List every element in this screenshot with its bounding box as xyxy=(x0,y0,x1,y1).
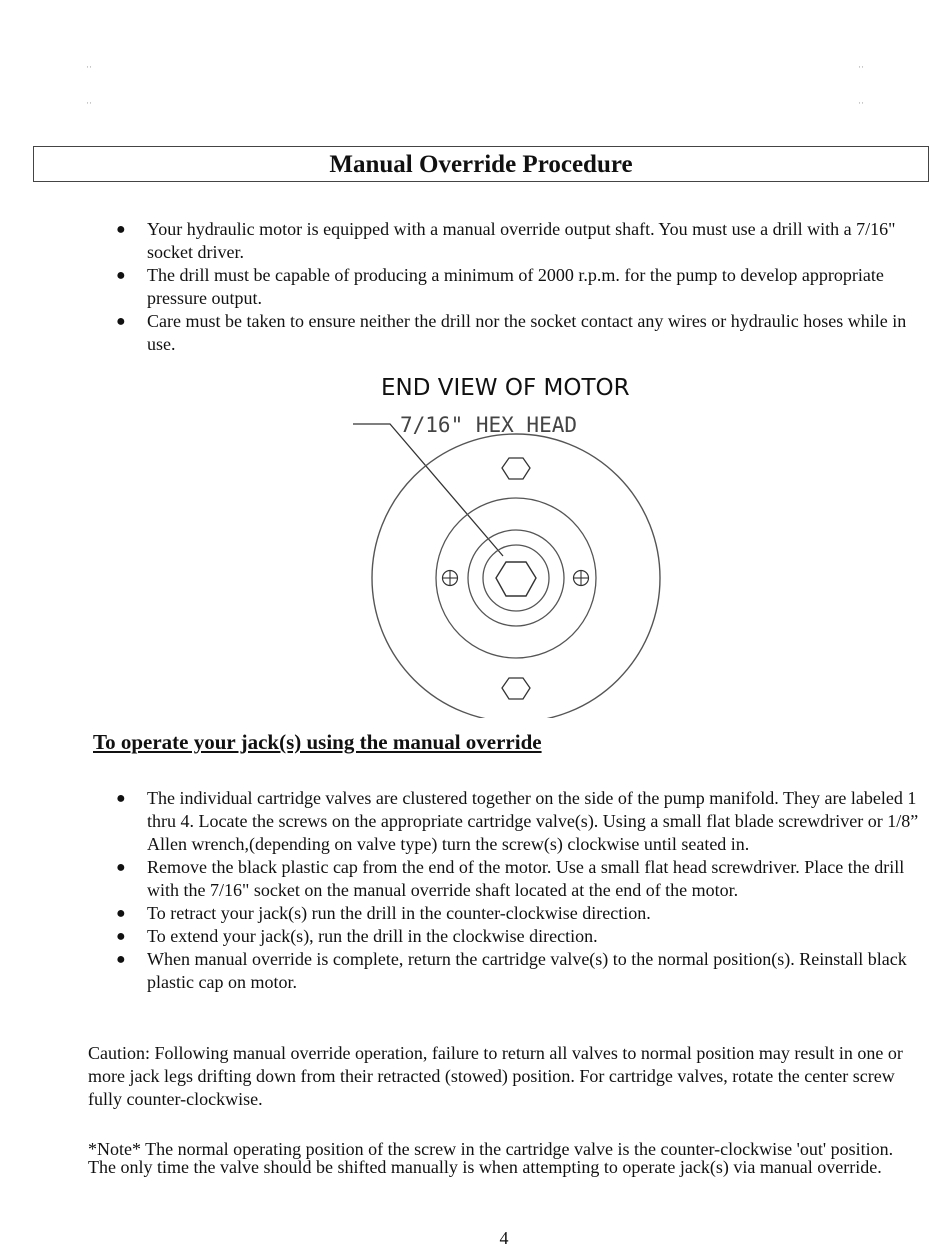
motor-end-view-diagram xyxy=(348,408,664,718)
bullet-text: Care must be taken to ensure neither the drill nor the socket contact any wires or hydraulic hoses while in use. xyxy=(147,311,907,354)
list-item xyxy=(0,218,950,264)
scan-speck: ·· xyxy=(86,62,92,72)
bottom-hex-bolt-icon xyxy=(502,678,530,699)
scan-speck: ·· xyxy=(858,98,864,108)
shaft-ring xyxy=(483,545,549,611)
bullet-icon: ● xyxy=(116,313,126,330)
page-title: Manual Override Procedure xyxy=(33,146,929,182)
list-item xyxy=(0,902,950,925)
motor-mid-ring xyxy=(436,498,596,658)
top-hex-bolt-icon xyxy=(502,458,530,479)
right-screw-icon xyxy=(574,571,589,586)
scan-speck: ·· xyxy=(86,98,92,108)
bullet-icon: ● xyxy=(116,928,126,945)
leader-line xyxy=(353,424,503,556)
bullet-icon: ● xyxy=(116,267,126,284)
bullet-text: When manual override is complete, return the cartridge valve(s) to the normal position(s). Reinstall black plastic cap on motor. xyxy=(147,949,907,992)
motor-outer-ring xyxy=(372,434,660,718)
list-item xyxy=(0,925,950,948)
list-item xyxy=(0,948,950,994)
bullet-icon: ● xyxy=(116,905,126,922)
bullet-icon: ● xyxy=(116,859,126,876)
section-heading: To operate your jack(s) using the manual override xyxy=(93,730,542,754)
bullet-text: Your hydraulic motor is equipped with a manual override output shaft. You must use a drill with a 7/16" socket driver. xyxy=(147,219,896,262)
intro-bullet-list xyxy=(0,218,950,356)
bullet-text: To extend your jack(s), run the drill in the clockwise direction. xyxy=(147,926,598,946)
bullet-text: Remove the black plastic cap from the end of the motor. Use a small flat head screwdriver. Place the drill with the 7/16" socket on the manual override shaft located at the end of the motor. xyxy=(147,857,905,900)
caution-paragraph: Caution: Following manual override operation, failure to return all valves to normal position may result in one or more jack legs drifting down from their retracted (stowed) position. For cartridge valves, rotate the center screw fully counter-clockwise. xyxy=(88,1043,903,1109)
bullet-text: To retract your jack(s) run the drill in the counter-clockwise direction. xyxy=(147,903,651,923)
page-number: 4 xyxy=(499,1228,509,1248)
hex-head-label: 7/16" HEX HEAD xyxy=(400,413,578,437)
list-item xyxy=(0,264,950,310)
list-item xyxy=(0,856,950,902)
left-screw-icon xyxy=(443,571,458,586)
list-item xyxy=(0,310,950,356)
bullet-text: The individual cartridge valves are clustered together on the side of the pump manifold. They are labeled 1 thru 4. Locate the screws on the appropriate cartridge valve(s). Using a small flat blade screwdriver or 1/8” Allen wrench,(depending on valve type) turn the screw(s) clockwise until seated in. xyxy=(147,788,919,854)
bullet-text: The drill must be capable of producing a minimum of 2000 r.p.m. for the pump to develop appropriate pressure output. xyxy=(147,265,884,308)
operation-bullet-list xyxy=(0,787,950,994)
diagram-title: END VIEW OF MOTOR xyxy=(381,375,630,401)
bullet-icon: ● xyxy=(116,221,126,238)
bullet-icon: ● xyxy=(116,951,126,968)
bullet-icon: ● xyxy=(116,790,126,807)
scan-speck: ·· xyxy=(858,62,864,72)
note-paragraph: *Note* The normal operating position of the screw in the cartridge valve is the counter-clockwise 'out' position. The only time the valve should be shifted manually is when attempting to operate jack(s) via manual override. xyxy=(88,1139,894,1177)
hex-head-icon xyxy=(496,562,536,596)
list-item xyxy=(0,787,950,856)
